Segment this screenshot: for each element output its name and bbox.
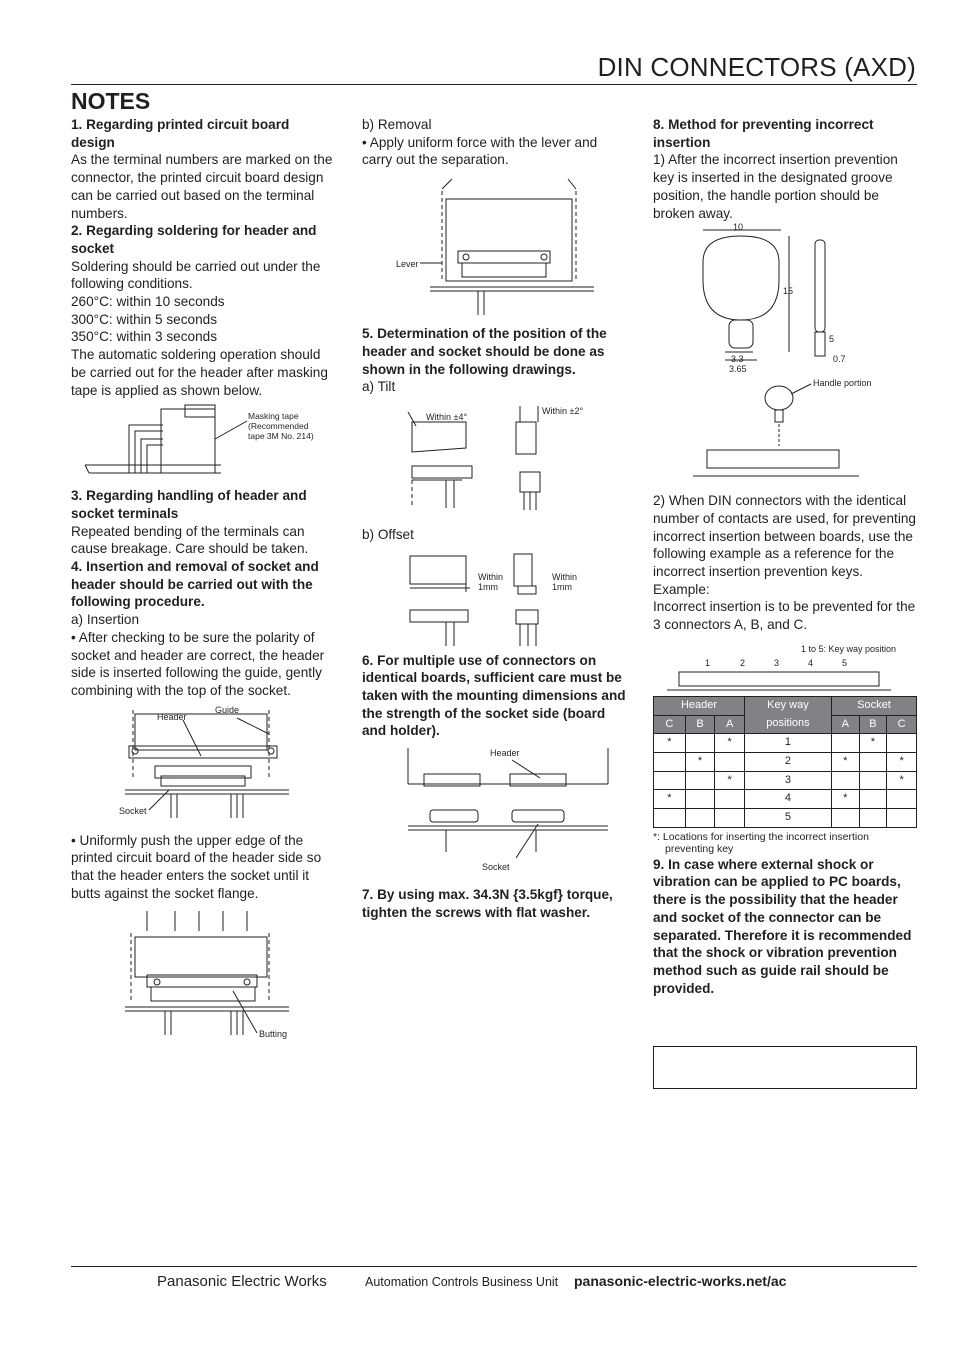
table-cell: 5 [744,809,831,828]
table-cell [887,790,917,809]
masking-tape-label-1: Masking tape [248,411,299,422]
table-cell [654,752,686,771]
handle-portion-label: Handle portion [813,378,872,389]
lever-label: Lever [396,259,419,270]
table-footnote-2: preventing key [665,843,734,856]
table-cell [887,734,917,753]
table-cell: * [715,734,745,753]
table-cell: * [887,752,917,771]
table-cell: * [887,771,917,790]
table-cell [859,771,887,790]
insertion-text: • After checking to be sure the polarity of socket and header are correct, the header side is inserted following the guide, gently combining with the top of the socket. [71,629,325,698]
table-cell [887,809,917,828]
dim-10: 10 [733,222,744,233]
section-8-text-3: Incorrect insertion is to be prevented for the 3 connectors A, B, and C. [653,599,916,633]
butting-label: Butting [259,1028,288,1039]
multiple-use-header-label: Header [490,748,520,759]
insertion-text-2: • Uniformly push the upper edge of the printed circuit board of the header side so that the header enters the socket until it butts against the socket flange. [71,832,322,901]
table-cell: * [859,734,887,753]
table-row [654,752,917,771]
page-title: DIN CONNECTORS (AXD) [597,52,916,82]
key-figure [653,222,917,492]
keyway-num-5: 5 [842,657,848,668]
masking-tape-label-3: tape 3M No. 214) [248,431,314,442]
section-7-heading: 7. By using max. 34.3N {3.5kgf} torque, tighten the screws with flat washer. [362,887,613,920]
table-cell [654,771,686,790]
table-cell: 1 [744,734,831,753]
table-cell: 2 [744,752,831,771]
table-cell: 3 [744,771,831,790]
keyway-figure [653,634,917,696]
tilt-4-label: Within ±4° [426,411,468,422]
table-cell [859,752,887,771]
section-4-heading: 4. Insertion and removal of socket and header should be carried out with the following procedure. [71,559,319,610]
table-cell: * [654,790,686,809]
masking-tape-figure [71,399,335,487]
table-socket-group: Socket [831,696,916,715]
table-cell [859,790,887,809]
butting-figure [71,903,335,1051]
table-col-header: A [715,715,745,734]
column-1 [71,116,335,1051]
table-row [654,790,917,809]
table-cell [715,809,745,828]
offset-2-within: Within [552,571,578,582]
table-cell [715,790,745,809]
removal-figure [362,169,626,319]
table-cell [715,752,745,771]
table-cell: * [831,790,859,809]
table-cell [831,809,859,828]
table-cell: * [685,752,715,771]
keyway-note: 1 to 5: Key way position [801,643,897,654]
notes-heading: NOTES [71,88,151,114]
offset-label: b) Offset [362,526,414,542]
footer-rule [71,1266,917,1267]
table-row [654,809,917,828]
table-cell [685,809,715,828]
dim-3-3: 3.3 [731,354,744,365]
soldering-condition-1: 260°C: within 10 seconds [71,294,225,310]
keyway-num-2: 2 [740,657,746,668]
table-col-header: C [654,715,686,734]
multiple-use-figure [362,740,626,886]
section-2-heading: 2. Regarding soldering for header and socket [71,223,317,256]
insertion-label: a) Insertion [71,612,140,628]
table-keyway-head: Key way positions [744,696,831,733]
table-cell [831,734,859,753]
keyway-table [653,696,917,828]
footer-url[interactable]: panasonic-electric-works.net/ac [574,1273,787,1289]
soldering-condition-2: 300°C: within 5 seconds [71,311,217,327]
table-row [654,771,917,790]
section-8-text-1: 1) After the incorrect insertion prevention key is inserted in the designated groove position, the handle portion should be broken away. [653,152,898,221]
dim-3-65: 3.65 [729,364,747,375]
tilt-figure [362,396,626,526]
section-8-example: Example: [653,581,710,597]
table-cell [685,771,715,790]
section-1-heading: 1. Regarding printed circuit board design [71,117,290,150]
offset-1-value: 1mm [478,581,498,592]
tilt-label: a) Tilt [362,379,396,395]
table-cell: * [831,752,859,771]
section-3-heading: 3. Regarding handling of header and socket terminals [71,488,307,521]
section-2-text-2: The automatic soldering operation should be carried out for the header after masking tape is applied as shown below. [71,347,328,398]
masking-tape-label-2: (Recommended [248,421,309,432]
footer-unit: Automation Controls Business Unit [365,1275,559,1289]
tilt-2-label: Within ±2° [542,405,584,416]
removal-text: • Apply uniform force with the lever and carry out the separation. [362,134,598,168]
table-col-header: B [685,715,715,734]
dim-15: 15 [783,286,794,297]
table-row [654,734,917,753]
section-8-text-2: 2) When DIN connectors with the identical number of contacts are used, for preventing incorrect insertion between boards, use the following example as a reference for the incorrect insertion prevention keys. [653,493,916,580]
table-footnote-1: *: Locations for inserting the incorrect insertion [653,830,869,843]
section-2-text: Soldering should be carried out under the following conditions. [71,258,321,292]
table-col-header: C [887,715,917,734]
table-cell: * [715,771,745,790]
table-cell: * [654,734,686,753]
table-cell [685,790,715,809]
offset-1-within: Within [478,571,504,582]
insertion-header-label: Header [157,711,187,722]
section-3-text: Repeated bending of the terminals can cause breakage. Care should be taken. [71,523,309,557]
offset-2-value: 1mm [552,581,572,592]
empty-notice-box [653,1046,917,1089]
offset-figure [362,544,626,652]
section-9-heading: 9. In case where external shock or vibration can be applied to PC boards, there is the possibility that the header and socket of the connector can be separated. Therefore it is recommended that the shock or vibration prevention method such as guide rail should be provided. [653,856,912,996]
removal-label: b) Removal [362,117,432,132]
multiple-use-socket-label: Socket [482,862,510,873]
section-6-heading: 6. For multiple use of connectors on identical boards, sufficient care must be taken with the mounting dimensions and the strength of the socket side (board and holder). [362,652,626,739]
insertion-socket-label: Socket [119,805,147,816]
table-cell [654,809,686,828]
keyway-num-1: 1 [705,657,711,668]
dim-0-7: 0.7 [833,354,846,365]
table-col-header: A [831,715,859,734]
column-2 [362,116,626,922]
keyway-num-4: 4 [808,657,814,668]
keyway-num-3: 3 [774,657,780,668]
footer-brand: Panasonic Electric Works [157,1273,327,1290]
insertion-guide-label: Guide [215,704,240,715]
table-cell [685,734,715,753]
table-cell [831,771,859,790]
table-col-header: B [859,715,887,734]
insertion-figure [71,700,335,832]
table-header-group: Header [654,696,745,715]
top-rule [71,84,917,85]
table-cell [859,809,887,828]
table-cell: 4 [744,790,831,809]
section-8-heading: 8. Method for preventing incorrect insertion [653,117,874,150]
column-3 [653,116,917,997]
section-1-text: As the terminal numbers are marked on the connector, the printed circuit board design can be carried out based on the terminal numbers. [71,152,333,221]
dim-5: 5 [829,334,835,345]
soldering-condition-3: 350°C: within 3 seconds [71,329,217,345]
section-5-heading: 5. Determination of the position of the header and socket should be done as shown in the following drawings. [362,326,607,377]
